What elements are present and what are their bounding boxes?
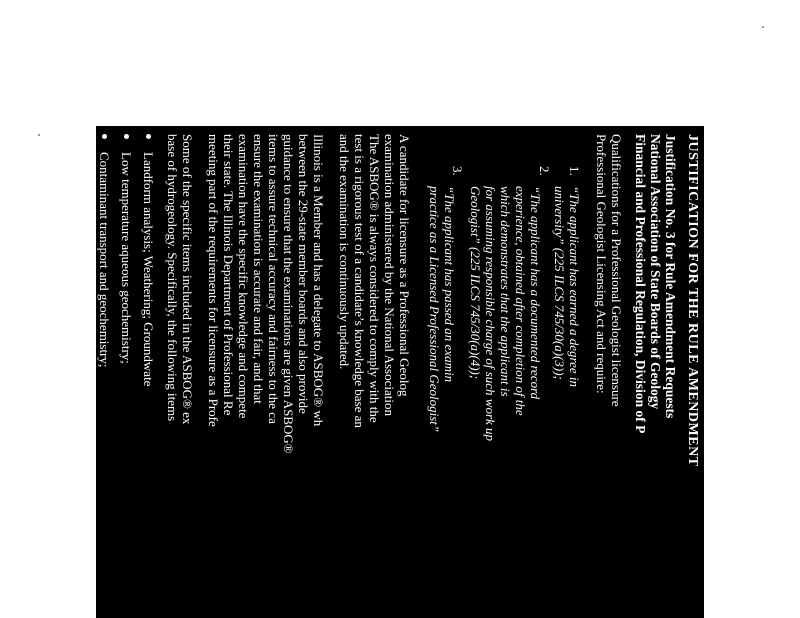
requirement-line: university” (225 ILCS 745/30(a)(3)); <box>552 186 567 380</box>
rotated-document <box>0 126 700 616</box>
header-line: National Association of State Boards of Geology <box>648 134 663 410</box>
bullet-dot <box>80 134 85 139</box>
body-line: meeting part of the requirements for licensure as a Profe <box>206 134 221 427</box>
bullet-item <box>75 152 90 390</box>
body-line: between the 29-state member boards and also provide <box>296 134 311 414</box>
header-line: Justification No. 3 for Rule Amendment Requests <box>663 134 678 419</box>
body-line: examination administered by the National Association <box>382 134 397 416</box>
bullet-text: Hydraulic properties of fluids and earth mater <box>75 152 90 391</box>
scan-speck <box>762 26 764 28</box>
bullet-text: Contaminant transport and geochemistry; <box>97 152 112 368</box>
body-line: A candidate for licensure as a Professional Geolog <box>397 134 412 397</box>
requirement-number: 3. <box>450 166 465 176</box>
bullet-dot <box>146 134 151 139</box>
bullet-text: Landform analysis; Weathering; Groundwate <box>141 152 156 387</box>
requirement-line: “The applicant has passed an examin <box>442 186 457 383</box>
footer-line: Mark Krumenacher, P.G. <box>0 134 15 264</box>
body-line: Illinois is a Member and has a delegate to ASBOG® wh <box>311 134 326 427</box>
body-line: ensure the examination is accurate and fair, and that <box>251 134 266 404</box>
bullet-item <box>97 152 112 368</box>
body-line: guidance to ensure that the examinations are given ASBOG® <box>281 134 296 454</box>
footer-line: Comments to Illinois EPA’s Proposed Amendments to P <box>15 134 30 425</box>
requirement-number: 1. <box>567 166 582 176</box>
requirement-number: 2. <box>537 166 552 176</box>
bullet-dot <box>58 134 63 139</box>
body-line: test is a rigorous test of a candidate’s knowledge base an <box>352 134 367 428</box>
body-line: and the examination is continuously updated. <box>337 134 352 370</box>
bullet-item <box>53 152 68 279</box>
body-line: items to assure technical accuracy and fairness to the ca <box>266 134 281 424</box>
requirement-line: practice as a Licensed Professional Geologist” <box>427 186 442 433</box>
requirement-line: Geologist” (225 ILCS 745/30(a)(4)); <box>468 186 483 380</box>
bullet-item <box>141 152 156 386</box>
scanned-page <box>0 126 704 618</box>
requirement-line: “The applicant has earned a degree in <box>567 186 582 387</box>
body-line: Professional Geologist Licensing Act and require: <box>594 134 609 394</box>
requirement-line: for assuming responsible charge of such work up <box>483 186 498 442</box>
body-line: Some of the specific items included in the ASBOG® ex <box>180 134 195 425</box>
body-line: Qualifications for a Professional Geologist licensure <box>609 134 624 407</box>
bullet-text: Human-land interaction; <box>53 152 68 280</box>
requirement-line: which demonstrates that the applicant is <box>498 186 513 397</box>
body-line: examination have the specific knowledge and compete <box>236 134 251 419</box>
bullet-dot <box>102 134 107 139</box>
body-line: their state. The Illinois Department of Professional Re <box>221 134 236 416</box>
bullet-text: Low temperature aqueous geochemistry; <box>119 152 134 364</box>
requirement-line: “The applicant has a documented record <box>528 186 543 400</box>
scan-speck <box>38 134 40 136</box>
body-line: base of hydrogeology. Specifically, the following items <box>165 134 180 422</box>
page-title: JUSTIFICATION FOR THE RULE AMENDMENT <box>685 134 700 467</box>
bullet-item <box>119 152 134 364</box>
requirement-line: experience, obtained after completion of the <box>513 186 528 416</box>
header-line: Financial and Professional Regulation, Division of P <box>633 134 648 434</box>
bullet-dot <box>124 134 129 139</box>
body-line: The ASBOG® is always considered to comply with the <box>367 134 382 423</box>
